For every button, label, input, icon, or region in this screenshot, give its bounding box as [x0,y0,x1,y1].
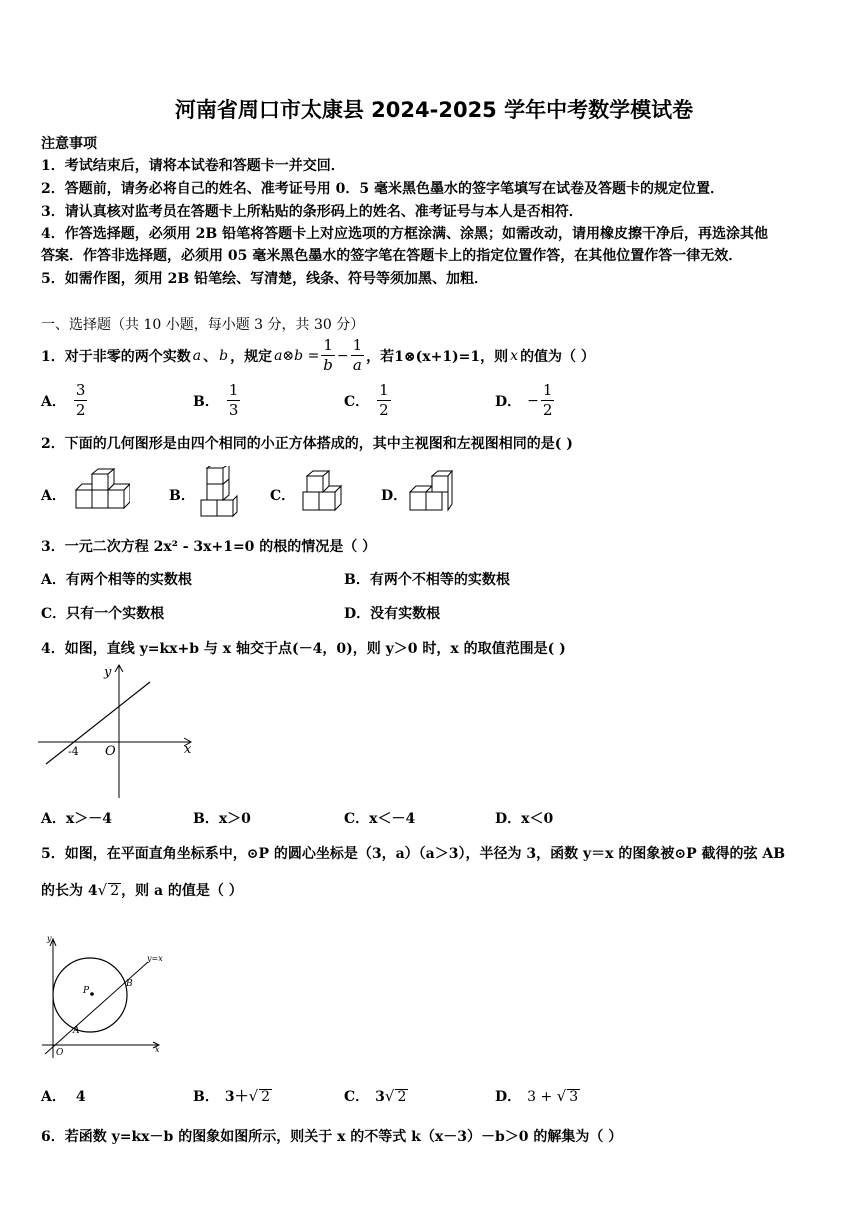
origin-label: O [105,744,116,759]
option-d: D．x＜0 [495,811,554,827]
point-a-label: A [73,1026,80,1036]
cube-figure-c [301,470,347,512]
option-c-label: C． [270,488,296,504]
section-heading: 一、选择题（共 10 小题，每小题 3 分，共 30 分） [41,317,365,333]
notice-item-1: 1．考试结束后，请将本试卷和答题卡一并交回． [41,158,345,174]
x-label: x [155,1045,160,1054]
notice-item-2: 2．答题前，请务必将自己的姓名、准考证号用 0．5 毫米黑色墨水的签字笔填写在试卷及答题卡的规定位置． [41,181,724,197]
option-a: A． 4 [41,1089,86,1105]
notice-item-4: 4．作答选择题，必须用 2B 铅笔将答题卡上对应选项的方框涂满、涂黑；如需改动，请用橡皮擦干净后，再选涂其他 [41,226,769,242]
fraction: $\frac{1}{2}$ [542,381,553,419]
notice-item-5: 5．如需作图，须用 2B 铅笔绘、写清楚，线条、符号等须加黑、加粗． [41,271,489,287]
line-label: y=x [147,954,163,963]
tick-label-neg4: -4 [68,745,79,758]
question-2: 2．下面的几何图形是由四个相同的小正方体搭成的，其中主视图和左视图相同的是( ) [41,436,573,452]
notice-item-3: 3．请认真核对监考员在答题卡上所粘贴的条形码上的姓名、准考证号与本人是否相符． [41,204,583,220]
question-3: 3．一元二次方程 2x² - 3x+1=0 的根的情况是（ ） [41,539,377,555]
fraction: $\frac{1}{3}$ [228,381,239,419]
line-graph [38,660,198,802]
option-d: D． − $\frac{1}{2}$ [495,381,553,419]
y-label: y [104,665,112,680]
option-b-label: B． [169,488,195,504]
option-b: B． $\frac{1}{3}$ [193,381,239,419]
line-y-kx-b [46,682,150,764]
option-c: C．只有一个实数根 [41,606,165,622]
point-b-label: B [126,979,133,989]
cube-figure-a [74,468,130,510]
center-point [90,992,94,996]
option-d-label: D． [381,488,408,504]
option-c: C． $\frac{1}{2}$ [344,381,389,419]
fraction: $\frac{1}{b}$ [323,336,333,374]
option-b: B．有两个不相等的实数根 [344,572,510,588]
circle-graph [38,930,178,1062]
notice-heading: 注意事项 [41,136,97,152]
cube-figure-d [408,470,454,512]
fraction: $\frac{1}{a}$ [352,336,363,374]
question-5-line-1: 5．如图，在平面直角坐标系中，⊙P 的圆心坐标是（3，a）（a＞3），半径为 3，函数 y＝x 的图象被⊙P 截得的弦 AB [41,846,786,862]
point-p-label: P [83,986,90,996]
question-4: 4．如图，直线 y=kx+b 与 x 轴交于点(－4，0)，则 y＞0 时，x 的取值范围是( ) [41,641,566,657]
y-label: y [47,934,52,943]
page-title: 河南省周口市太康县 2024-2025 学年中考数学模试卷 [174,98,694,122]
option-a: A．有两个相等的实数根 [41,572,192,588]
question-1: 1．对于非零的两个实数 a 、 b ，规定 a⊗b = $\frac{1}{b}$ − $\frac{1}{a}$ ，若1⊗(x+1)=1，则 x 的值为（ ） [41,336,595,374]
option-c: C．x＜－4 [344,811,416,827]
circle-p [53,958,127,1032]
option-d: D． 3 + √ 3 [495,1087,579,1105]
notice-item-4-cont: 答案．作答非选择题，必须用 05 毫米黑色墨水的签字笔在答题卡上的指定位置作答，在其他位置作答一律无效． [41,248,743,264]
fraction: $\frac{1}{2}$ [379,381,389,419]
option-a: A．x＞－4 [41,811,112,827]
question-6: 6．若函数 y=kx－b 的图象如图所示，则关于 x 的不等式 k（x－3）－b＞0 的解集为（ ） [41,1129,623,1145]
cube-figure-b [199,466,239,518]
option-b: B． 3＋√ 2 [193,1087,271,1105]
x-label: x [184,742,192,757]
option-c: C． 3√ 2 [344,1087,407,1105]
question-5-line-2: 的长为 4√ 2 ，则 a 的值是（ ） [41,881,243,899]
fraction: $\frac{3}{2}$ [75,381,86,419]
option-a: A． $\frac{3}{2}$ [41,381,86,419]
option-d: D．没有实数根 [344,606,441,622]
origin-label: O [56,1048,64,1058]
line-y-equals-x [45,962,148,1054]
option-b: B．x＞0 [193,811,251,827]
option-a-label: A． [41,488,66,504]
